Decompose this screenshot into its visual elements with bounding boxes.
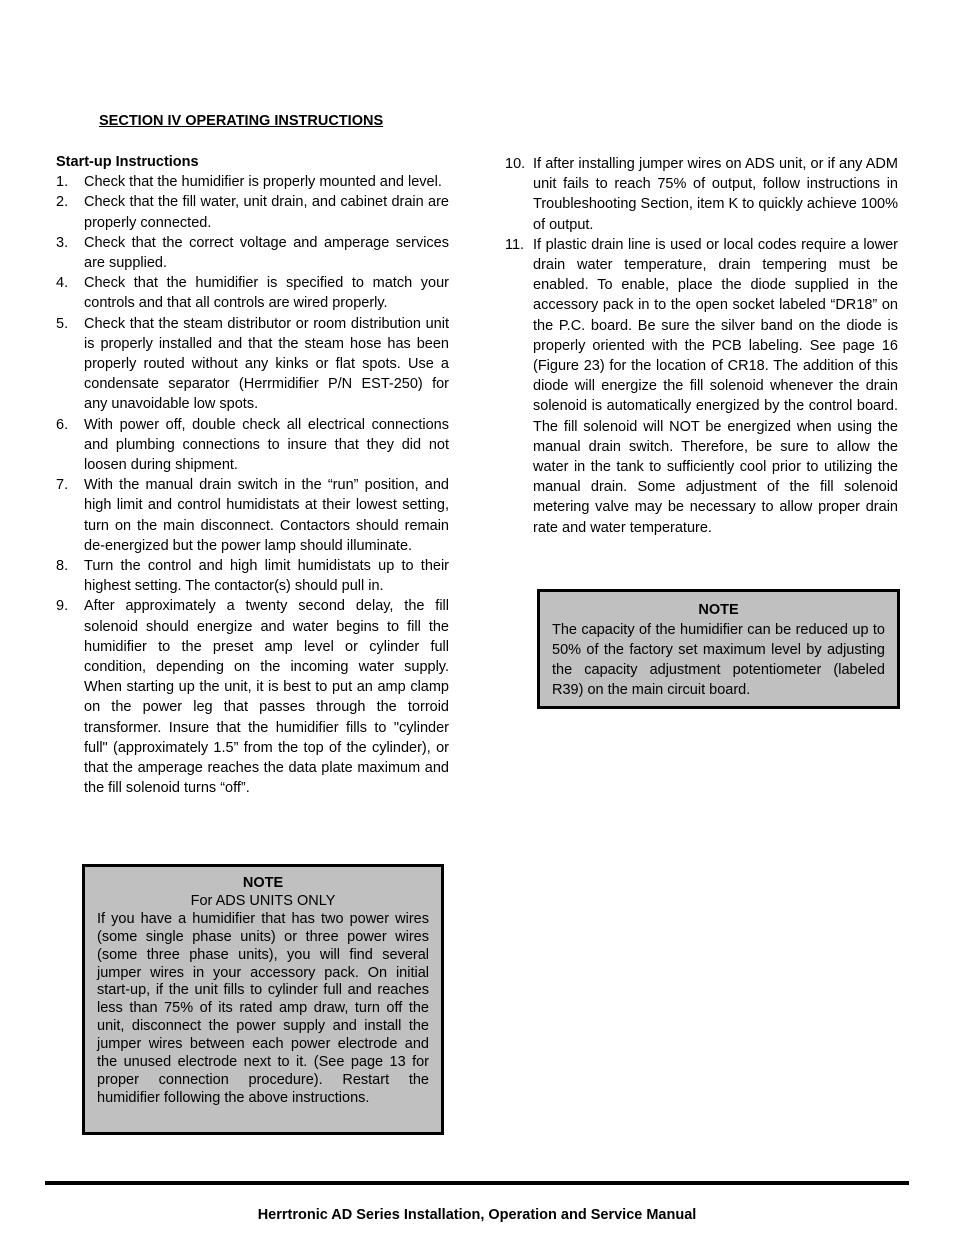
step-text: If plastic drain line is used or local codes require a lower drain water temperature, drain tempering must be enabled. To enable, place the diode supplied in the accessory pack in to the open socket labeled “DR18” on the P.C. board. Be sure the silver band on the diode is properly oriented with the PCB labeling. See page 16 (Figure 23) for the location of CR18. The addition of this diode will energize the fill solenoid whenever the drain solenoid is automatically energized by the control board. The fill solenoid will NOT be energized when using the manual drain switch. Therefore, be sure to allow the water in the tank to sufficiently cool prior to utilizing the manual drain. Some adjustment of the fill solenoid metering valve may be necessary to allow proper drain rate and water temperature. — [533, 236, 898, 536]
startup-steps-list — [56, 172, 449, 798]
step-number: 8. — [56, 558, 69, 575]
list-item — [505, 235, 898, 538]
step-text: Turn the control and high limit humidistats up to their highest setting. The contactor(s) should pull in. — [84, 558, 449, 595]
footer-divider — [45, 1181, 909, 1185]
startup-steps-list-continued — [505, 154, 898, 538]
list-item — [56, 596, 449, 798]
note-heading: NOTE — [242, 875, 284, 891]
step-number: 5. — [56, 315, 69, 332]
list-item — [56, 233, 449, 273]
step-text: Check that the humidifier is specified to match your controls and that all controls are wired properly. — [84, 275, 449, 312]
list-item — [56, 273, 449, 313]
list-item — [56, 415, 449, 476]
step-text: Check that the fill water, unit drain, and cabinet drain are properly connected. — [84, 194, 449, 231]
right-column — [505, 154, 898, 538]
step-number: 7. — [56, 477, 69, 494]
list-item — [56, 556, 449, 596]
capacity-note-box — [537, 589, 900, 709]
step-text: With power off, double check all electrical connections and plumbing connections to insure that they did not loosen during shipment. — [84, 416, 449, 474]
list-item — [56, 172, 449, 192]
list-item — [505, 154, 898, 235]
step-text: Check that the humidifier is properly mounted and level. — [84, 174, 442, 191]
left-column — [56, 152, 449, 799]
step-text: If after installing jumper wires on ADS unit, or if any ADM unit fails to reach 75% of output, follow instructions in Troubleshooting Section, item K to quickly achieve 100% of output. — [533, 156, 898, 233]
note-body: The capacity of the humidifier can be reduced up to 50% of the factory set maximum level by adjusting the capacity adjustment potentiometer (labeled R39) on the main circuit board. — [552, 622, 885, 699]
step-number: 10. — [505, 156, 526, 172]
list-item — [56, 314, 449, 415]
step-number: 9. — [56, 598, 69, 615]
step-number: 3. — [56, 234, 69, 251]
step-number: 4. — [56, 275, 69, 292]
step-number: 11. — [505, 236, 525, 253]
note-body: If you have a humidifier that has two power wires (some single phase units) or three power wires (some three phase units), you will find several jumper wires in your accessory pack. On initial start-up, if the unit fills to cylinder full and reaches less than 75% of its rated amp draw, turn off the unit, disconnect the power supply and install the jumper wires between each power electrode and the unused electrode next to it. (See page 13 for proper connection procedure). Restart the humidifier following the above instructions. — [97, 910, 429, 1106]
step-text: After approximately a twenty second delay, the fill solenoid should energize and water begins to fill the humidifier to the preset amp level or cylinder full condition, depending on the incoming water supply. When starting up the unit, it is best to put an amp clamp on the power leg that passes through the torroid transformer. Insure that the humidifier fills to "cylinder full" (approximately 1.5” from the top of the cylinder), or that the amperage reaches the data plate maximum and the fill solenoid turns “off”. — [84, 598, 449, 797]
step-number: 1. — [56, 174, 69, 191]
section-title: SECTION IV OPERATING INSTRUCTIONS — [99, 113, 384, 129]
step-text: Check that the correct voltage and amperage services are supplied. — [84, 234, 449, 272]
step-text: With the manual drain switch in the “run” position, and high limit and control humidistats at their lowest setting, turn on the main disconnect. Contactors should remain de-energized but the power lamp should illuminate. — [84, 477, 449, 554]
note-subheading: For ADS UNITS ONLY — [190, 892, 336, 909]
step-number: 6. — [56, 416, 69, 433]
ads-note-box — [82, 864, 444, 1135]
list-item — [56, 475, 449, 556]
step-text: Check that the steam distributor or room distribution unit is properly installed and that the steam hose has been properly routed without any kinks or flat spots. Use a condensate separator (Herrmidifier P/N EST-250) for any unavoidable low spots. — [84, 315, 449, 413]
startup-heading: Start-up Instructions — [56, 154, 199, 170]
step-number: 2. — [56, 194, 69, 211]
note-heading: NOTE — [698, 602, 739, 618]
footer-title: Herrtronic AD Series Installation, Operation and Service Manual — [257, 1207, 697, 1223]
list-item — [56, 192, 449, 232]
